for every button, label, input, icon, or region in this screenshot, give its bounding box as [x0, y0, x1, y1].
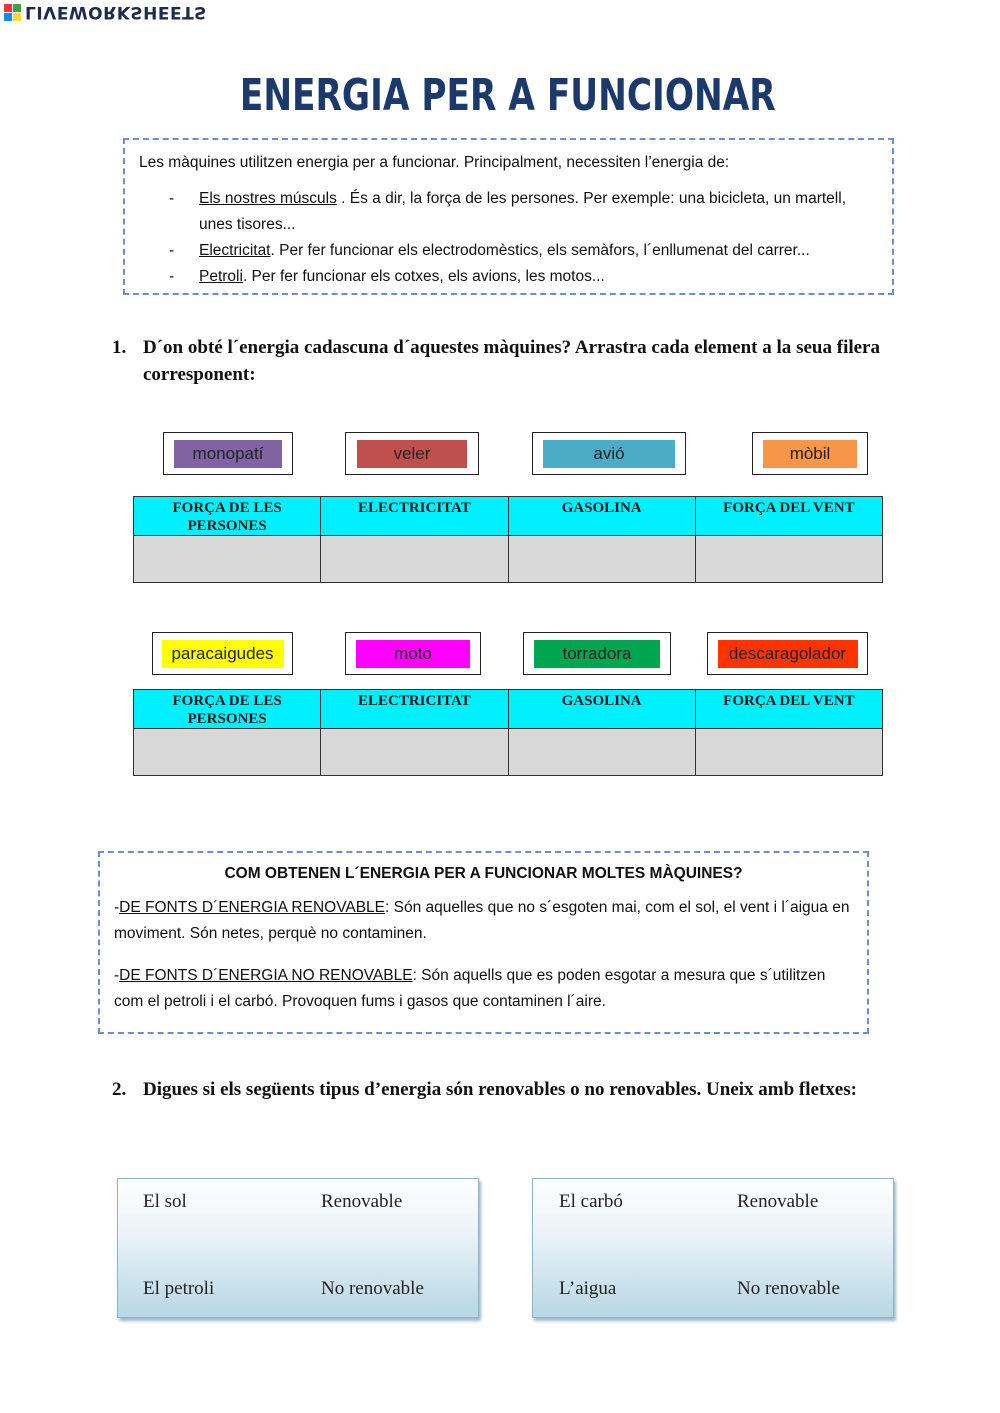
logo-square: [4, 4, 12, 12]
drag-card-moto[interactable]: [345, 632, 481, 675]
question-text: Digues si els següents tipus d’energia són renovables o no renovables. Uneix amb fletxes:: [143, 1079, 857, 1100]
drop-cell[interactable]: [134, 536, 321, 583]
column-header: GASOLINA: [508, 690, 695, 729]
intro-lead: Les màquines utilitzen energia per a funcionar. Principalment, necessiten l’energia de:: [139, 154, 730, 171]
drag-card-avio[interactable]: [532, 432, 686, 475]
match-item[interactable]: El carbó: [559, 1191, 623, 1212]
logo-square: [13, 4, 21, 12]
logo-square: [4, 13, 12, 21]
question-2: [112, 1076, 880, 1103]
column-header: FORÇA DEL VENT: [695, 497, 882, 536]
drop-cell[interactable]: [695, 536, 882, 583]
card-label: veler: [357, 440, 467, 468]
match-option[interactable]: Renovable: [321, 1191, 403, 1212]
drop-cell[interactable]: [321, 536, 508, 583]
info-term: DE FONTS D´ENERGIA NO RENOVABLE: [119, 967, 413, 984]
drop-cell[interactable]: [134, 729, 321, 776]
intro-item-oil: [139, 264, 878, 290]
match-option[interactable]: No renovable: [321, 1278, 424, 1299]
info-text: : Són aquelles que no s´esgoten mai, com el sol, el vent i l´aigua en moviment. Són netes, perquè no contaminen.: [114, 899, 850, 942]
page-title: ENERGIA PER A FUNCIONAR: [239, 70, 776, 121]
info-nonrenewable: -DE FONTS D´ENERGIA NO RENOVABLE: Són aquells que es poden esgotar a mesura que s´utilitzen com el petroli i el carbó. Provoquen fums i gasos que contaminen l´aire.: [114, 967, 826, 1010]
match-item[interactable]: L’aigua: [559, 1278, 617, 1299]
info-renewable: -DE FONTS D´ENERGIA RENOVABLE: Són aquelles que no s´esgoten mai, com el sol, el vent i l´aigua en moviment. Són netes, perquè no contaminen.: [114, 899, 850, 942]
card-label: descaragolador: [718, 640, 858, 668]
intro-list: [139, 186, 878, 290]
logo-icon: [4, 4, 21, 21]
card-label: mòbil: [763, 440, 857, 468]
column-header: FORÇA DE LES PERSONES: [134, 497, 321, 536]
intro-item-electricity: [139, 238, 878, 264]
card-label: monopatí: [174, 440, 282, 468]
question-number: 1.: [112, 337, 127, 358]
match-box-right: [532, 1178, 894, 1318]
card-label: torradora: [534, 640, 660, 668]
match-option[interactable]: No renovable: [737, 1278, 840, 1299]
match-option[interactable]: Renovable: [737, 1191, 819, 1212]
drop-table-2: [133, 689, 883, 776]
drag-card-mobil[interactable]: [752, 432, 868, 475]
drop-cell[interactable]: [321, 729, 508, 776]
match-box-left: [117, 1178, 479, 1318]
info-term: DE FONTS D´ENERGIA RENOVABLE: [119, 899, 386, 916]
drag-card-monopati[interactable]: [163, 432, 293, 475]
column-header: ELECTRICITAT: [321, 497, 508, 536]
drag-card-descaragolador[interactable]: [707, 632, 868, 675]
info-box: [98, 851, 869, 1034]
intro-text: . Per fer funcionar els electrodomèstics, els semàfors, l´enllumenat del carrer...: [270, 242, 810, 259]
question-1: [112, 334, 880, 388]
match-item[interactable]: El sol: [143, 1191, 187, 1212]
drop-cell[interactable]: [508, 536, 695, 583]
question-number: 2.: [112, 1079, 127, 1100]
logo-square: [13, 13, 21, 21]
column-header: FORÇA DEL VENT: [695, 690, 882, 729]
info-text: : Són aquells que es poden esgotar a mesura que s´utilitzen com el petroli i el carbó. Provoquen fums i gasos que contaminen l´aire.: [114, 967, 826, 1010]
column-header: ELECTRICITAT: [321, 690, 508, 729]
intro-text: . És a dir, la força de les persones. Per exemple: una bicicleta, un martell, unes tisores...: [199, 190, 846, 233]
card-label: moto: [356, 640, 470, 668]
info-heading: COM OBTENEN L´ENERGIA PER A FUNCIONAR MOLTES MÀQUINES?: [224, 865, 743, 882]
intro-item-muscles: [139, 186, 878, 238]
column-header: FORÇA DE LES PERSONES: [134, 690, 321, 729]
column-header: GASOLINA: [508, 497, 695, 536]
intro-text: . Per fer funcionar els cotxes, els avions, les motos...: [242, 268, 605, 285]
drag-card-torradora[interactable]: [523, 632, 671, 675]
drop-table-1: [133, 496, 883, 583]
drop-cell[interactable]: [508, 729, 695, 776]
intro-term: Petroli: [199, 268, 243, 285]
match-item[interactable]: El petroli: [143, 1278, 215, 1299]
logo-text: LIVEWORKSHEETS: [25, 2, 207, 22]
question-text: D´on obté l´energia cadascuna d´aquestes màquines? Arrastra cada element a la seua filera corresponent:: [143, 337, 880, 385]
intro-term: Electricitat: [199, 242, 271, 259]
liveworksheets-logo: [4, 2, 207, 22]
drag-card-veler[interactable]: [345, 432, 479, 475]
card-label: avió: [543, 440, 675, 468]
card-label: paracaigudes: [162, 640, 284, 668]
intro-term: Els nostres músculs: [199, 190, 337, 207]
intro-box: [123, 138, 894, 295]
drop-cell[interactable]: [695, 729, 882, 776]
drag-card-paracaigudes[interactable]: [152, 632, 293, 675]
